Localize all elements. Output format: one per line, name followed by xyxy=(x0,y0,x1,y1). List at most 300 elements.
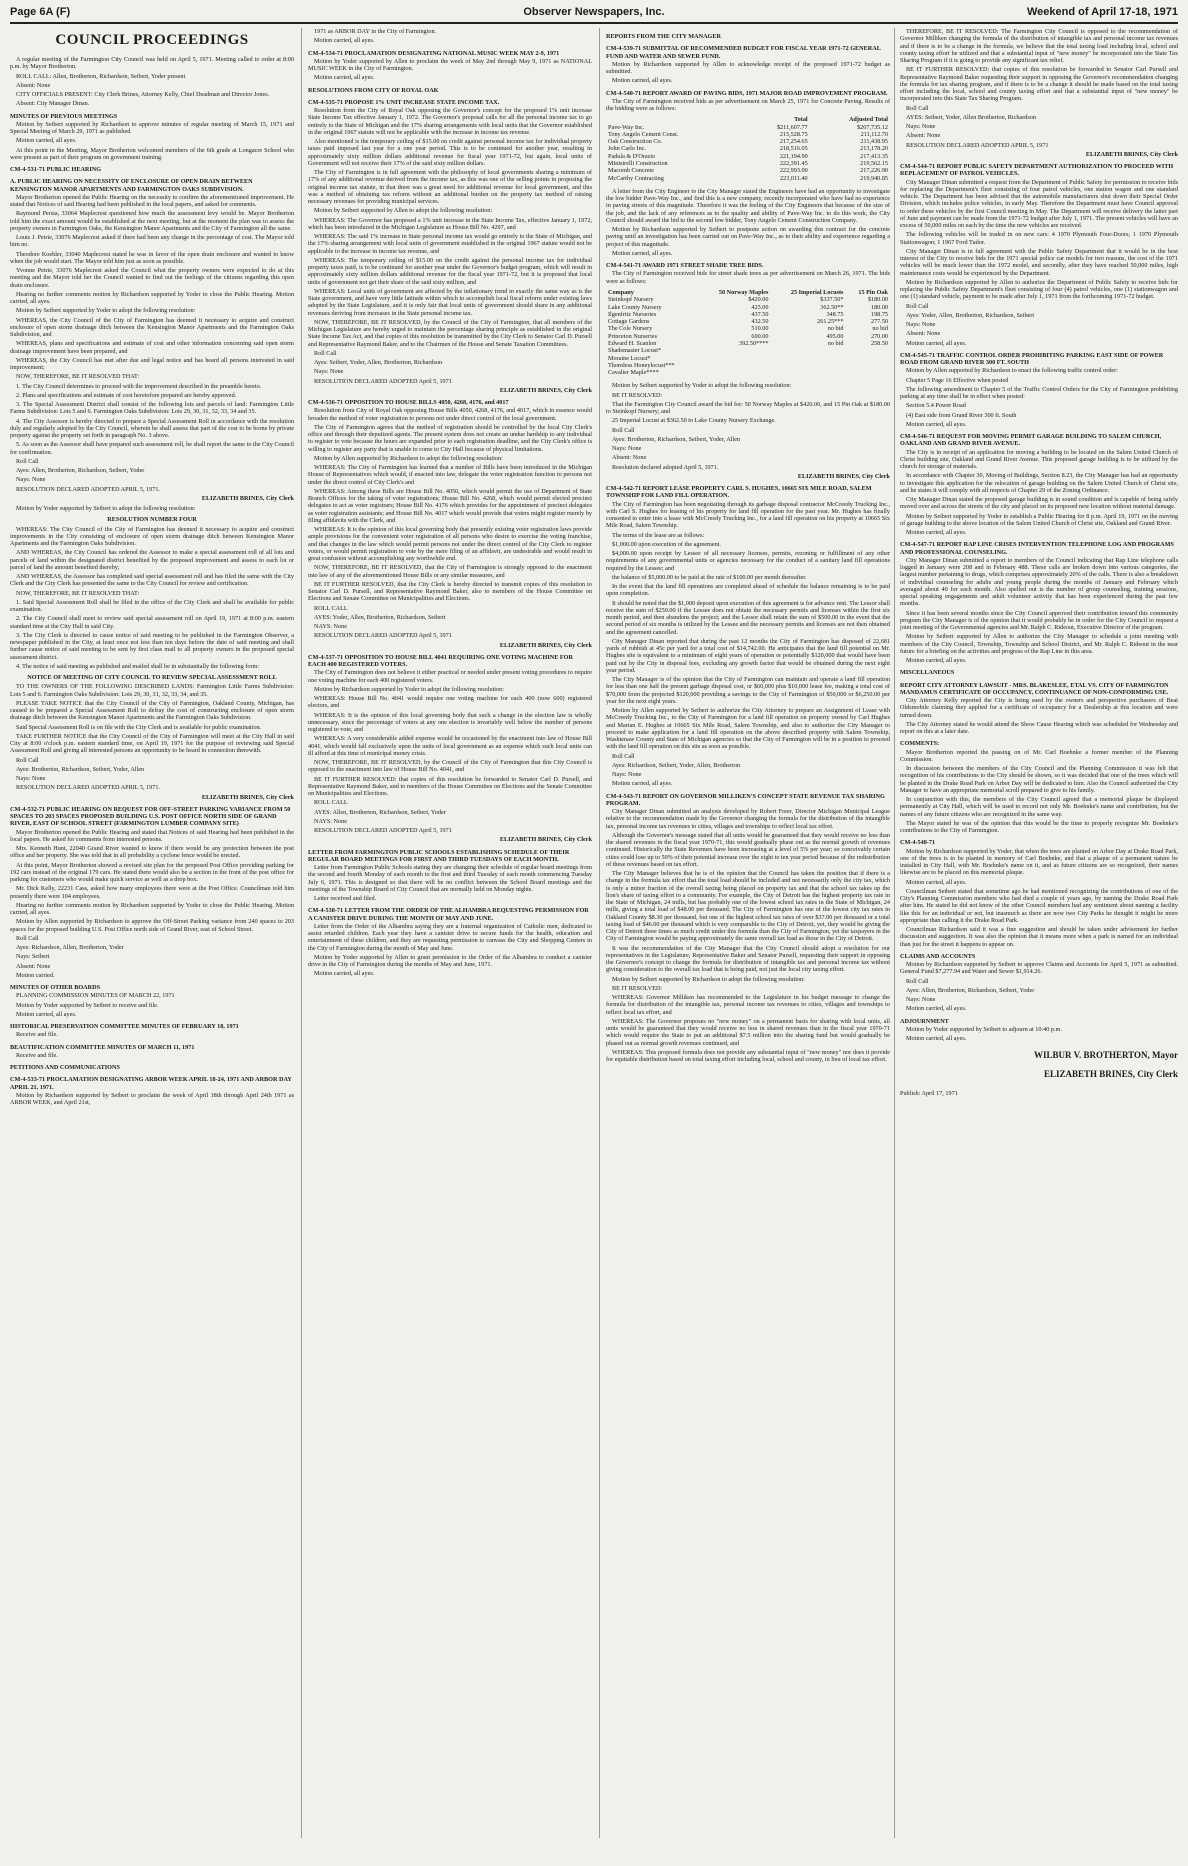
paragraph: Motion by Seibert supported by Yoder to adopt the following resolution: xyxy=(16,307,196,315)
tree-bids-table xyxy=(606,289,890,377)
paragraph: A letter from the City Engineer to the City Manager stated the Engineers have had an opportunity to investigate the low bidder Pave-Way Inc., and find this is a new company, recently incorporated who have had no experience in paving streets of this magnitude. Therefore it was the feeling of the City Engineers that because of the size of the job, and the lack of any references as to the quality and ability of Pave-Way Inc. to do this work, the City Council should award the bid to the second low bidder, Tony Angelo Cement Construction Company. xyxy=(606,187,890,224)
paragraph: NOW, THEREFORE, BE IT RESOLVED, by the Council of the City of Farmington that this City Council is opposed to the enactment into law of House Bill No. 4041, and xyxy=(308,759,592,774)
paragraph-group xyxy=(606,808,890,1063)
table-cell: Oak Construction Co. xyxy=(608,138,663,146)
table-cell: $211,607.77 xyxy=(776,123,808,131)
paragraph: Chapter 5 Page 16 Effective when posted xyxy=(906,376,1009,384)
paragraph: Motion by Yoder supported by Allen to grant permission to the Order of the Alhambra to conduct a canister drive in the City of Farmington during the months of May and June, 1971. xyxy=(308,953,592,968)
paragraph: NOW, THEREFORE, BE IT RESOLVED THAT: xyxy=(16,373,140,381)
paragraph: $4,000.00 upon receipt by Lessee of all necessary licenses, permits, rezoning or fulfillment of any other requirements of any governmental units or agencies necessary for the conduct of a sanitary land fill operations required by the Lessee; and xyxy=(606,550,890,572)
paragraph: The following vehicles will be traded in on new cars: 4 1970 Plymouth Four-Doors; 1 1970 Plymouth Stationwagon; 1 1967 Ford Tudor. xyxy=(900,231,1178,246)
table-row xyxy=(606,318,890,325)
paragraph: Receive and file. xyxy=(16,1031,58,1039)
table-cell: no bid xyxy=(872,325,888,333)
column-rule xyxy=(301,28,302,1838)
paragraph: NOW, THEREFORE, BE IT RESOLVED, by the Council of the City of Farmington, that all members of the Michigan Legislature are hereby urged to maintain the percentage sharing principle as established in the original State Income Tax Act, and that copies of this resolution be transmitted by the City Clerk to Senator Carl D. Pursell and Representative Raymond Baker, and to the Chairmen of the House and Senate Taxation Committees. xyxy=(308,318,592,348)
mayor-signature: WILBUR V. BROTHERTON, Mayor xyxy=(1034,1050,1178,1061)
paragraph: 5. As soon as the Assessor shall have prepared such assessment roll, he shall report the same to the City Council for confirmation. xyxy=(10,441,294,456)
paragraph: It was the recommendation of the City Manager that the City Council should adopt a resolution for our representatives in the Legislature, Representative Baker and Senator Pursell, requesting their support in opposing the Governor's concept to change the formula for distribution of intangible tax and personal income tax without giving consideration to the overall tax load that is being paid, not just the local city taxing effort. xyxy=(606,944,890,974)
paragraph-group xyxy=(10,1052,294,1059)
paragraph: Hearing no further comments motion by Richardson supported by Yoder to close the Public Hearing. Motion carried, all ayes. xyxy=(10,901,294,916)
paragraph: Ayes: Brotherton, Richardson, Seibert, Yoder, Allen xyxy=(16,765,145,773)
paragraph: Motion by Seibert supported by Richardson to adopt the following resolution: xyxy=(612,975,805,983)
paragraph: In conjunction with this, the members of the City Council agreed that a memorial plaque be displayed permanently at City Hall, which will be used to record not only Mr. Boehnke's name and contribution, but the names of any future citizens who are recognized in the same way. xyxy=(900,796,1178,818)
paragraph: In accordance with Chapter 30, Moving of Buildings, Section 8.23, the City Manager has had an opportunity to investigate this application for the relocation of garage building on the Salem United Church of Christ site, and he states it will comply with all respects of Chapter 29 of the Zoning Ordinance. xyxy=(900,472,1178,494)
paragraph: Motion carried, all ayes. xyxy=(314,37,375,45)
clerk-signature: ELIZABETH BRINES, City Clerk xyxy=(499,836,592,844)
section-heading: CM-4-548-71 xyxy=(900,839,936,847)
paragraph: Nays: Seibert xyxy=(16,953,50,961)
table-cell: Tony Angelo Cement Const. xyxy=(608,130,679,138)
table-cell: Pave-Way Inc. xyxy=(608,123,645,131)
paragraph-group xyxy=(606,501,890,788)
table-cell xyxy=(699,347,770,354)
paragraph: Motion by Seibert supported by Allen to authorize the City Manager to schedule a joint meeting with members of the City Council, Township, Township and School District, and Mr. Ralph C. Rideout in the near future for a briefing on the activities and progress of the Rap Line in this area. xyxy=(900,633,1178,655)
paragraph-group xyxy=(308,923,592,978)
paragraph: Roll Call xyxy=(906,977,929,985)
section-heading: CM-4-546-71 REQUEST FOR MOVING PERMIT GARAGE BUILDING TO SALEM CHURCH, OAKLAND AND GRAND RIVER AVENUE. xyxy=(900,433,1162,448)
paragraph: Nays: None xyxy=(612,771,642,779)
paragraph: WHEREAS: Among these Bills are House Bill No. 4050, which would permit the use of Department of State Branch Offices for the taking of voter registrations; House Bill No. 4268, which would permit elected precinct delegates to act as voter registrars; House Bill No. 4176 which provides for the appointment of precinct delegates as voter registration assistants; and House Bill No. 4017 which would provide that voters might register merely by filing affidavits with the Clerk, and xyxy=(308,487,592,524)
paragraph-group xyxy=(900,557,1178,665)
paragraph: WHEREAS: The Governor has proposed a 1% unit increase in the State Income Tax, effective January 1, 1972, which has been introduced in the Michigan Legislature as House Bill No. 4297, and xyxy=(308,216,592,231)
paragraph: The terms of the lease are as follows: xyxy=(612,531,705,539)
paragraph: The City is in receipt of an application for moving a building to be located on the Salem United Church of Christ building site, Oakland and Grand River Avenue. This proposed garage building is to be utilized by the church for storage of materials. xyxy=(900,448,1178,470)
paragraph: City Manager Dinan submitted a request from the Department of Public Safety for permission to receive bids for replacing the Department's fleet consisting of four patrol vehicles, one station wagon and one standard vehicle. The Department has been advised that the automobile manufacturers shut down their Special Order Division, which includes police vehicles, in early May. Therefore the Department must have Council approval to order these vehicles by the first Council meeting in May. The Department will receive delivery the latter part of June and payment can be made from the 1971-72 budget after July 1, 1971. The present vehicles will have an excess of 50,000 miles on each by the time the new vehicles are received. xyxy=(900,178,1178,229)
table-row xyxy=(606,325,890,332)
paragraph: Nays: None xyxy=(906,123,936,130)
paragraph: Motion by Allen supported by Richardson to approve the Off-Street Parking variance from 240 spaces to 203 spaces for the proposed building U.S. Post Office north side of Grand River, east of School Street. xyxy=(10,918,294,933)
page-title: COUNCIL PROCEEDINGS xyxy=(55,32,249,48)
column-header: 25 Imperial Locusts xyxy=(790,288,844,296)
paragraph: Roll Call xyxy=(16,756,39,764)
paragraph: RESOLUTION DECLARED ADOPTED APRIL 5, 1971 xyxy=(906,141,1049,149)
table-cell: 362.50** xyxy=(820,303,844,311)
table-cell: $207,735.12 xyxy=(857,123,888,131)
paragraph: Mayor Brotherton reported the passing on of Mr. Carl Boehnke a former member of the Planning Commission. xyxy=(900,748,1178,763)
paragraph-group xyxy=(10,121,294,161)
table-cell: 348.75 xyxy=(826,310,844,318)
paragraph-group xyxy=(900,749,1178,835)
table-cell: 180.00 xyxy=(870,303,888,311)
table-cell: 223,011.40 xyxy=(780,174,808,182)
paragraph-group xyxy=(900,1026,1178,1043)
paragraph: Resolution from the City of Royal Oak opposing the Governor's concept for the proposed 1% unit increase State Income Tax effective January 1, 1972. The Governor's proposal calls for all the personal income tax to go entirely to the State of Michigan and the 17% sharing arrangements with local units that the Governor established in the original 1967 statute will not be applicable with the increase in income tax revenue. xyxy=(308,107,592,136)
section-heading: CM-4-544-71 REPORT PUBLIC SAFETY DEPARTMENT AUTHORIZATION TO PROCEED WITH REPLACEMENT OF PATROL VEHICLES. xyxy=(900,163,1174,178)
clerk-signature: ELIZABETH BRINES, City Clerk xyxy=(201,494,294,502)
paragraph: WHEREAS: The Governor proposes no "new money" on a permanent basis for sharing with local units, all units would be guaranteed that they would receive no less in shared revenues than in the fiscal year 1970-71 which would require the State to put an additional $7.5 million into the sharing fund but would gradually be phased out as normal growth revenues continued, and xyxy=(606,1017,890,1047)
paragraph: Hearing no further comments motion by Richardson supported by Yoder to close the Public Hearing. Motion carried, all ayes. xyxy=(10,290,294,305)
table-cell: 392.50**** xyxy=(739,340,769,347)
table-cell: 261.25*** xyxy=(817,318,844,326)
paragraph: Yvonne Petrie, 33076 Maplecrest asked the Council what the property owners were expected to do at this meeting and the Mayor told her the Council wanted to find out the feelings of the citizens regarding this open drain enclosure. xyxy=(10,267,294,289)
paragraph: Section 5.4 Power Road xyxy=(906,402,966,410)
paragraph: ROLL CALL xyxy=(314,604,348,612)
table-cell: The Cole Nursery xyxy=(608,325,653,333)
paragraph: Motion by Richardson supported by Seibert to approve Claims and Accounts for April 5, 1971 as submitted. General Fund $7,277.94 and Water and Sewer $1,914.26. xyxy=(900,961,1178,976)
paragraph: Receive and file. xyxy=(16,1051,58,1059)
table-cell: 510.00 xyxy=(751,325,769,333)
paragraph: BE IT FURTHER RESOLVED: that copies of this resolution be forwarded to Senator Carl D. Pursell, and Representative Raymond Baker, and to members of the House Committee on Elections and the Senate Committee on Municipalities and Elections. xyxy=(308,775,592,797)
table-cell: 218,516.05 xyxy=(779,145,808,153)
paragraph: BE IT FURTHER RESOLVED: that copies of this resolution be forwarded to Senator Carl Pursell and Representative Raymond Baker requesting their support in opposing the Governor's recommendation changing the formula for tax sharing program, and if there is to be a change it should be made based on the total taxing effort including the local, school and county taxing effort and that a substantial input of "new money" be incorporated into this State Tax Sharing Program. xyxy=(900,66,1178,103)
table-cell: 217,226.90 xyxy=(860,167,888,175)
paragraph: City Manager Dinan stated the proposed garage building is in sound condition and is capable of being safely moved over and across the streets of the city and placed on its proposed new location without material damage. xyxy=(900,496,1178,511)
table-row xyxy=(606,145,890,152)
paragraph: Absent: None xyxy=(612,454,647,462)
paragraph: RESOLUTION DECLARED ADOPTED APRIL 5, 1971. xyxy=(16,485,160,493)
paragraph: Motion carried, all ayes. xyxy=(612,780,673,788)
paragraph: WHEREAS: The said 1% increase in State personal income tax would go entirely to the State of Michigan, and the 17% sharing arrangement with local units of government established in the original 1967 statute would not be applicable to the increase in income tax revenue, and xyxy=(308,233,592,255)
paragraph: Letter from the Order of the Alhambra saying they are a fraternal organization of Catholic men, dedicated to assist retarded children. Each year they have a canister drive to secure funds for the health, education and entertainment of these children, and they are requesting permission to canvass the City and Shopping Centers in the City of Farmington during the month of May and June. xyxy=(308,922,592,952)
table-cell: Shademaster Locust* xyxy=(608,347,662,355)
publication-name: Observer Newspapers, Inc. xyxy=(523,6,665,18)
table-row xyxy=(606,304,890,311)
paragraph: AND WHEREAS, the City Council has ordered the Assessor to make a special assessment roll of all lots and parcels of land within the designated district benefited by the proposed improvement and assess to each lot or parcel of land the amount benefited thereby; xyxy=(10,549,294,571)
paragraph: Roll Call xyxy=(16,934,39,942)
section-heading: REPORTS FROM THE CITY MANAGER xyxy=(606,33,721,40)
table-row xyxy=(606,138,890,145)
table-cell: 600.00 xyxy=(751,332,769,340)
table-cell: 277.50 xyxy=(870,318,888,326)
table-cell xyxy=(770,347,845,354)
section-heading: NOTICE OF MEETING OF CITY COUNCIL TO REVIEW SPECIAL ASSESSMENT ROLL xyxy=(27,674,277,681)
column-header: Total xyxy=(794,116,808,124)
section-heading: RESOLUTIONS FROM CITY OF ROYAL OAK xyxy=(308,86,439,94)
paragraph: Roll Call xyxy=(906,104,929,112)
paragraph: Motion carried, all ayes. xyxy=(906,529,967,536)
paragraph: Motion carried, all ayes. xyxy=(906,878,967,886)
table-cell xyxy=(770,369,845,376)
paragraph-group xyxy=(900,28,1178,149)
paragraph: AYES: Seibert, Yoder, Allen Brotherton, Richardson xyxy=(906,113,1036,121)
table-cell xyxy=(699,355,770,362)
paragraph: AYES: Yoder, Allen, Brotherton, Richardson, Seibert xyxy=(314,613,446,621)
column-header: Company xyxy=(608,288,634,296)
table-cell xyxy=(845,369,890,376)
section-heading: CM-4-536-71 OPPOSITION TO HOUSE BILLS 4050, 4268, 4176, and 4017 xyxy=(308,399,509,406)
paragraph: WHEREAS: It is the opinion of this local governing body that such a change in the election law is wholly unnecessary, since the percentage of voters at any one election is invariably well below the number of persons registered to vote, and xyxy=(308,711,592,733)
paragraph: Since it has been several months since the City Council approved their contribution toward this community program the City Manager is of the opinion that it would probably be in order for the City Council to request a joint meeting of the Governmental agencies and Mr. Ralph C. Rideout, Executive Director of the program. xyxy=(900,609,1178,631)
table-cell: 213,178.20 xyxy=(860,145,888,153)
paragraph: Resolution from City of Royal Oak opposing House Bills 4050, 4268, 4176, and 4017, which in essence would broaden the method of voter registration to persons not under direct control of the local government. xyxy=(308,407,592,422)
table-cell: no bid xyxy=(827,325,844,333)
paragraph: Ayes: Richardson, Seibert, Yoder, Allen, Brotherton xyxy=(612,761,741,769)
clerk-signature: ELIZABETH BRINES, City Clerk xyxy=(201,793,294,801)
paragraph: Raymond Persia, 33064 Maplecrest questioned how much the assessment levy would be. Mayor Brotherton told him the exact amount would be established at the next meeting, but at the moment the plan was to assess the property owners in Farmington Oaks, the Kensington Manor Apartments and the City of Farmington all the same. xyxy=(10,210,294,232)
paragraph: Motion by Yoder supported by Seibert to receive and file. xyxy=(16,1001,159,1009)
paragraph-group xyxy=(308,669,592,834)
paragraph-group xyxy=(606,188,890,257)
paragraph: Ayes: Allen, Brotherton, Richardson, Seibert, Yoder xyxy=(16,467,145,474)
paragraph: Theodore Koehler, 33040 Maplecrest stated he was in favor of the open drain enclosure and wanted to know when the job would start. The Mayor told him just as soon as possible. xyxy=(10,250,294,265)
paragraph-group xyxy=(900,697,1178,735)
table-cell: 219,562.15 xyxy=(860,160,888,168)
paragraph: 3. The Special Assessment District shall consist of the following lots and parcels of land: Farmington Little Farms Subdivision: Lots 5 and 6. Farmington Oaks Subdivision: Lots 29, 30, 31, 32, 33, 34 and 35. xyxy=(10,401,294,416)
table-row xyxy=(606,369,890,376)
paragraph-group xyxy=(900,961,1178,1013)
table-row xyxy=(606,340,890,347)
paragraph: BE IT RESOLVED: xyxy=(612,984,663,992)
paragraph: WHEREAS: The City of Farmington has learned that a number of Bills have been introduced in the Michigan House of Representatives which would, if enacted into law, delegate the voter registration function to persons not under the direct control of City Clerk's and xyxy=(308,464,592,486)
paragraph: Motion by Yoder supported by Seibert to adopt the following resolution: xyxy=(16,505,196,512)
clerk-signature: ELIZABETH BRINES, City Clerk xyxy=(499,641,592,649)
paragraph: Roll Call xyxy=(906,302,929,310)
paragraph: WHEREAS: Local units of government are affected by the inflationary trend in exactly the same way as is the State government, and have very little latitude within which to accomplish local fiscal reform under existing laws adopted by the State Legislature, and it is only fair that local units of government should share in any additional revenues deriving from increases in the State personal income tax. xyxy=(308,287,592,317)
paragraph: Motion by Allen supported by Seibert to authorize the City Attorney to prepare an Assignment of Lease with McCreedy Trucking Inc., to the City of Farmington for a land fill operation on property owned by Carl Hughes and Marian E. Hughes at 10665 Six Mile Road, Salem Township, and also to authorize the City Manager to proceed to make application for a land fill operation on the above described property with Salem Township, Washtenaw County and State of Michigan agencies so that the City of Farmington will be in a position to proceed with the land fill operation on this site as soon as possible. xyxy=(606,707,890,751)
section-heading: A. PUBLIC HEARING ON NECESSITY OF ENCLOSURE OF OPEN DRAIN BETWEEN KENSINGTON MANOR APARTMENTS AND FARMINGTON OAKS SUBDIVISION. xyxy=(10,178,253,193)
paragraph-group xyxy=(10,505,294,512)
paragraph: The Mayor stated he was of the opinion that this would be the time to properly recognize Mr. Boehnke's contributions to the City of Farmington. xyxy=(900,819,1178,834)
paragraph: Councilman Seibert stated that sometime ago he had mentioned recognizing the contributions of one of the City's Planning Commission members who had died a couple of years ago, by naming the Drake Road Park after him. He stated he did not know of the other Council members had any sentiment about naming a facility like this for an individual or not, but inasmuch as there are now two City Parks he thought it might be more appropriate than calling it the Drake Road Park. xyxy=(900,887,1178,924)
paragraph: In the event that the land fill operations are completed ahead of schedule the balance remaining is to be paid upon completion. xyxy=(606,583,890,598)
section-heading: CM-4-538-71 LETTER FROM THE ORDER OF THE ALHAMBRA REQUESTING PERMISSION FOR A CANISTER DRIVE DURING THE MONTH OF MAY AND JUNE. xyxy=(308,907,589,922)
section-heading: LETTER FROM FARMINGTON PUBLIC SCHOOLS ESTABLISHING SCHEDULE OF THEIR REGULAR BOARD MEETINGS FOR FIRST AND THIRD TUESDAYS OF EACH MONTH. xyxy=(308,848,570,863)
paragraph: Motion carried, all ayes. xyxy=(16,1010,77,1018)
paragraph-group xyxy=(10,683,294,791)
paragraph-group xyxy=(308,28,592,45)
table-cell: Padula & D'Orazio xyxy=(608,152,656,160)
paragraph: Motion by Richardson supported by Yoder to adopt the following resolution: xyxy=(314,685,504,693)
table-cell: Ilgenfritz Nurseries xyxy=(608,310,657,318)
paragraph: Nays: None xyxy=(314,368,344,376)
paragraph: NOW, THEREFORE, BE IT RESOLVED, that the City of Farmington is strongly opposed to the enactment into law of any of the aforementioned House Bills or any similar measures, and xyxy=(308,564,592,579)
table-cell: $420.00 xyxy=(748,296,769,304)
section-heading: MISCELLANEOUS xyxy=(900,669,955,677)
paragraph: THEREFORE, BE IT RESOLVED: The Farmington City Council is opposed to the recommendation of Governor Milliken changing the formula of the distribution of intangible tax and personal income tax revenues and if there is to be a change in the formula, we believe that the total taxing load including local, school and county taxing effort be utilized and that a substantial input of "new money" be incorporated into the State Tax Sharing Program if it is going to provide any significant tax relief. xyxy=(900,28,1178,64)
paragraph: It should be noted that the $1,000 deposit upon execution of this agreement is for advance rent. The Lessor shall receive the sum of $250.00 if the Lessee does not obtain the necessary permits and licenses within the first six month period, and then abandons the project; and the Lessor shall retain the sum of $500.00 in the event that the second period of six months is utilized by the Lessee and the necessary permits and licenses are not then obtained and the agreement cancelled. xyxy=(606,599,890,636)
table-cell: Cottage Gardens xyxy=(608,318,650,326)
paragraph: Ayes: Yoder, Allen, Brotherton, Richardson, Seibert xyxy=(906,311,1035,319)
paragraph: Motion by Allen supported by Richardson to enact the following traffic control order: xyxy=(906,367,1118,375)
table-cell xyxy=(699,369,770,376)
clerk-signature: ELIZABETH BRINES, City Clerk xyxy=(1085,150,1178,158)
paragraph: NAYS: None xyxy=(314,817,347,825)
section-heading: BEAUTIFICATION COMMITTEE MINUTES OF MARCH 11, 1971 xyxy=(10,1043,195,1051)
paragraph: The City Attorney stated he would attend the Show Cause Hearing which was scheduled for Wednesday and report on this at a later date. xyxy=(900,720,1178,735)
paragraph: Roll Call xyxy=(16,457,39,465)
paragraph: NAYS: None xyxy=(314,623,347,630)
paragraph: Letter received and filed. xyxy=(314,895,377,902)
paragraph: TO THE OWNERS OF THE FOLLOWING DESCRIBED LANDS: Farmington Little Farms Subdivision: Lots 5 and 6. Farmington Oaks Subdivision: Lots 29, 30, 31, 32, 33, 34, and 35. xyxy=(10,683,294,698)
paragraph: Absent: None xyxy=(16,962,51,970)
paragraph: WHEREAS: The temporary ceiling of $15.00 on the credit against the personal income tax for individual property taxes paid, is to be continued for another year under the Governor's budget program, which will result in approximately sixty million dollars additional revenue for the fiscal year 1971-72, but it is proposed that local units of government not get their share of the said sixty million, and xyxy=(308,256,592,286)
paragraph: Roll Call xyxy=(612,752,635,760)
paragraph: RESOLUTION DECLARED ADOPTED APRIL 5, 1971. xyxy=(16,784,160,792)
table-cell: 219,940.85 xyxy=(860,174,888,182)
section-heading: CM-4-535-71 PROPOSE 1% UNIT INCREASE STATE INCOME TAX. xyxy=(308,98,500,106)
paragraph: Nays: None xyxy=(612,445,642,453)
paragraph: The City Manager believes that he is of the opinion that the Council has taken the position that if there is a change in the formula tax effort that the total load should be included and not necessarily only the city tax, which is only a minor fraction of the overall taxing being placed on property tax and that the school tax takes up the lion's share of taxing effort to a community. For example, the City of Detroit has the highest property tax rate in the State of Michigan, 24 mills, but has probably one of the lowest school tax rates in the State of Michigan, 24 mills, giving a total load of $48.00 per thousand. The City of Farmington has one of the lowest city tax rates in Oakland County $8.30 per thousand, but one of the highest school tax rates of over $37.00 per thousand or a total taxing load of $46.00 per thousand which is very comparable to the City of Detroit, yet, they would be giving the City of Detroit three times as much credit under this formula than the City of Farmington, yet the taxpayers in the City of Farmington would be paying approximately the same overall tax load as those in the City of Detroit. xyxy=(606,870,890,943)
table-cell: John Carlo Inc. xyxy=(608,145,646,153)
paragraph: Nays: None xyxy=(16,476,46,484)
paragraph: Motion carried, all ayes. xyxy=(612,77,673,85)
table-header-row xyxy=(606,289,890,296)
paragraph-group xyxy=(606,270,890,285)
paragraph: Motion carried, all ayes. xyxy=(16,137,77,145)
table-cell xyxy=(845,347,890,354)
table-cell: no bid xyxy=(827,340,844,347)
paragraph: Louis J. Petrie, 33076 Maplecrest asked if there had been any change in the percentage of cost. The Mayor told him no. xyxy=(10,234,294,249)
column-header xyxy=(606,116,745,123)
paragraph: WHEREAS, the City Council of the City of Farmington has deemed it necessary to acquire and construct enclosure of open storm drainage ditch between the Kensington Manor Apartments and the Farmington Oaks Subdivision, and xyxy=(10,316,294,338)
paragraph: BE IT FURTHER RESOLVED, that the City Clerk is hereby directed to transmit copies of this resolution to Senator Carl D. Pursell, and Representative Raymond Baker, also to members of the House Committee on Elections and Senate Committee on Municipalities and Elections. xyxy=(308,580,592,603)
paragraph: City Attorney Kelly reported the City is being sued by the owners and perspective purchasers of Beat Oldsmobile claiming they applied for a certificate of occupancy for a Dealership at this location and were turned down. xyxy=(900,697,1178,719)
table-row xyxy=(606,347,890,354)
paragraph-group xyxy=(10,1031,294,1038)
paragraph: RESOLUTION DECLARED ADOPTED April 5, 1971 xyxy=(314,632,452,640)
table-row xyxy=(606,160,890,167)
paragraph: Motion carried, all ayes. xyxy=(906,1035,967,1042)
paragraph: Said Special Assessment Roll is on file with the City Clerk and is available for public examination. xyxy=(16,723,262,731)
paragraph: In discussion between the members of the City Council and the Planning Commission it was felt that recognition of his contributions to the City should be shown, so it was decided that one of the trees which will be planted in the Drake Road Park on Arbor Day will be dedicated to him. Also the Council authorized the City Manager to have an appropriate memorial scroll prepared to give to his family. xyxy=(900,765,1178,794)
table-cell: $180.00 xyxy=(867,296,888,304)
paragraph: Councilman Richardson said it was a fine suggestion and should be taken under advisement for further discussion and suggestion. It was also the opinion that it means more when a park is named for an individual than just for the street it happens to appear on. xyxy=(900,926,1178,948)
paragraph: Motion carried, all ayes. xyxy=(314,970,375,978)
paragraph: Mayor Brotherton opened the Public Hearing and stated that Notices of said Hearing had been published in the local papers. He asked for comments from interested persons. xyxy=(10,828,294,843)
column-4 xyxy=(900,28,1178,1838)
paragraph: WHEREAS: The City Council of the City of Farmington has deemed it necessary to acquire and construct improvements in the City consisting of enclosure of open storm drainage ditch between Kensington Manor Apartments and the Farmington Oaks Subdivision. xyxy=(10,525,294,547)
paragraph: The City of Farmington received bids for street shade trees as per advertisement on March 26, 1971. The bids were as follows: xyxy=(606,270,890,285)
paragraph: The City of Farmington is in full agreement with the philosophy of local governments sharing a minimum of 17% of any additional revenue derived from the income tax, as this was one of the selling points in proposing the original income tax statute, in that there was a great need for additional revenue for local government, and this was a method of obtaining tax reform without an additional burden on the property tax method of raising necessary revenues for providing municipal services. xyxy=(308,169,592,205)
table-cell: 217,413.35 xyxy=(860,152,888,160)
paragraph: ROLL CALL xyxy=(314,799,348,807)
paragraph: Motion by Seibert supported by Richardson to approve minutes of regular meeting of March 15, 1971 and Special Meeting of March 29, 1971 as published. xyxy=(10,120,294,135)
paragraph: Motion carried, all ayes. xyxy=(906,1005,967,1013)
column-header: 15 Pin Oak xyxy=(858,288,888,296)
table-row xyxy=(606,296,890,303)
table-cell: Ministrelli Construction xyxy=(608,160,668,168)
section-heading: CM-4-541-71 AWARD 1971 STREET SHADE TREE BIDS. xyxy=(606,262,764,270)
paragraph: Nays: None xyxy=(906,996,936,1003)
table-cell: Steinkopf Nursery xyxy=(608,296,654,304)
section-heading: PETITIONS AND COMMUNICATIONS xyxy=(10,1064,120,1071)
section-heading: REPORT CITY ATTORNEY LAWSUIT - MRS. BLAKESLEE, ETAL VS. CITY OF FARMINGTON MANDAMUS CERTIFICATE OF OCCUPANCY, CONTINUANCE OF NON-CONFORMING USE. xyxy=(900,681,1169,696)
paragraph-group xyxy=(606,61,890,85)
paragraph: The City of Farmington agrees that the method of registration should be controlled by the local City Clerk's office and through their deputized agents. The present system does not create an undue hardship to any individual to register to vote because the hours are expanded prior to each registration deadline, and the City Clerk's office is willing to register any party that is unable to come to City Hall because of physical limitations. xyxy=(308,423,592,453)
paragraph: Absent: None xyxy=(906,330,941,338)
paragraph: City Manager Dinan submitted a report to members of the Council indicating that Rap Line telephone calls logged in January were 208 and in February 488. These calls are broken down into various categories, the largest number pertaining to drugs, which comprises approximately 20% of the calls. There is also a breakdown of individual counseling for adults and young people during the months of January and February which averaged about 40 for each month. Also spelled out is the number of group counseling, training sessions, special speaking engagements and adult volunteer activity that has been experienced during the past few months. xyxy=(900,556,1178,608)
table-cell: Macomb Concrete xyxy=(608,167,654,175)
paragraph: Also mentioned is the temporary ceiling of $15.00 on credit against personal income tax for individual property taxes paid imposed last year for a one year period. This is to be continued for another year, resulting in approximately sixty million dollars additional revenue for fiscal year 1971-72, but again, local units of Government will not receive their 17% of the said sixty million dollars. xyxy=(308,138,592,167)
paragraph: BE IT RESOLVED: xyxy=(612,391,663,399)
paragraph-group xyxy=(900,449,1178,537)
paragraph: AYES: Allen, Brotherton, Richardson, Seibert, Yoder xyxy=(314,808,446,816)
paragraph: Although the Governor's message stated that all units would be guaranteed that they would receive no less than the shared revenues in the fiscal year 1970-71, this would gradually phase out as the normal growth of revenues continued. Historically the State Revenues have been increasing at a level of 5% per year; so conceivably certain cities could lose up to 50% of their potential increase over the eight to ten year period because of the redistribution of these revenues based on tax effort. xyxy=(606,831,890,868)
table-row xyxy=(606,167,890,174)
paragraph: Absent: None xyxy=(16,81,51,89)
paragraph: WHEREAS, plans and specifications and estimate of cost and other information concerning said open storm drainage improvement have been prepared, and xyxy=(10,340,294,355)
paragraph: Motion by Yoder supported by Seibert to adjourn at 10:40 p.m. xyxy=(906,1025,1062,1033)
paragraph: Motion carried, all ayes. xyxy=(314,74,375,82)
section-heading: MINUTES OF OTHER BOARDS xyxy=(10,984,101,991)
paragraph: ROLL CALL: Allen, Brotherton, Richardson, Seibert, Yoder present xyxy=(16,72,186,80)
paragraph: 3. The City Clerk is directed to cause notice of said meeting to be published in the Farmington Observer, a newspaper published in the City, at least once not less than ten days before the date of said meeting and shall further cause notice of said meeting to be sent by first class mail to all property owners in the proposed special assessment district. xyxy=(10,631,294,661)
paragraph-group xyxy=(308,864,592,902)
paragraph: 4. The City Assessor is hereby directed to prepare a Special Assessment Roll in accordance with the resolution duly and regularly adopted by the City Council, wherein he shall assess that part of the cost to be borne by private property against the property set forth in paragraph No. 3 above. xyxy=(10,417,294,439)
paragraph-group xyxy=(10,829,294,980)
paragraph-group xyxy=(606,382,890,471)
paragraph: 1971 as ARBOR DAY in the City of Farmington. xyxy=(314,28,437,35)
section-heading: HISTORICAL PRESERVATION COMMITTEE MINUTES OF FEBRUARY 18, 1971 xyxy=(10,1023,239,1030)
table-row xyxy=(606,124,890,131)
paragraph: Motion by Richardson supported by Allen to acknowledge receipt of the proposed 1971-72 budget as submitted. xyxy=(606,60,890,75)
paragraph: City Manager Dinan submitted an analysis developed by Robert Freer, Director Michigan Municipal League relative to the recommendation made by the Governor changing the formula for the distribution of the intangible tax, personal income tax revenues to cities, villages and townships to reflect local tax effort. xyxy=(606,808,890,830)
section-heading: CM-4-543-71 REPORT ON GOVERNOR MILLIKEN'S CONCEPT STATE REVENUE TAX SHARING PROGRAM. xyxy=(606,792,885,807)
table-cell: 222,391.45 xyxy=(779,160,808,168)
paragraph: 4. The notice of said meeting as published and mailed shall be in substantially the following form: xyxy=(16,662,260,670)
column-header: 50 Norway Maples xyxy=(718,288,769,296)
publish-date: Publish: April 17, 1971 xyxy=(900,1090,958,1098)
table-cell: 432.50 xyxy=(751,318,769,326)
section-heading: ADJOURNMENT xyxy=(900,1017,949,1025)
paragraph: WHEREAS: This proposed formula does not provide any substantial input of "new money" nor does it provide for equitable distribution based on total taxing effort including local, school and county, in lieu of local tax effort. xyxy=(606,1048,890,1064)
paragraph: PLANNING COMMISSION MINUTES OF MARCH 22, 1971 xyxy=(16,992,175,1000)
paragraph: TAKE FURTHER NOTICE that the City Council of the City of Farmington will meet at the City Hall in said City at 8:00 o'clock p.m. eastern standard time, on April 19, 1971 for the purpose of reviewing said Special Assessment Roll and giving all interested persons an opportunity to be heard in connection therewith. xyxy=(10,732,294,755)
section-heading: CM-4-531-71 PUBLIC HEARING xyxy=(10,166,102,173)
paragraph: Letter from Farmington Public Schools stating they are changing their schedule of regular board meetings from the second and fourth Monday of each month to the first and third Tuesday of each month commencing Tuesday July 6, 1971. This is designed so that there will be no conflict between the School Board meetings and the meetings of the Township Board of City Council that are normally held on Monday nights. xyxy=(308,864,592,893)
paragraph-group xyxy=(10,992,294,1018)
paragraph-group xyxy=(10,194,294,493)
section-heading: MINUTES OF PREVIOUS MEETINGS xyxy=(10,112,118,120)
table-cell: 222,993.00 xyxy=(779,167,808,175)
section-heading: COMMENTS: xyxy=(900,740,940,748)
paragraph: Motion carried, all ayes. xyxy=(906,339,967,347)
paragraph: Motion by Richardson supported by Allen to authorize the Department of Public Safety to receive bids for replacing the Public Safety Department's fleet consisting of four (4) patrol vehicles, one (1) stationwagon and one (1) standard vehicle, payment to be made after July 1, 1971 from the forthcoming 1971-72 budget. xyxy=(900,278,1178,301)
paragraph: 1. Said Special Assessment Roll shall be filed in the office of the City Clerk and shall be available for public examination. xyxy=(10,598,294,613)
paragraph: Motion carried, all ayes. xyxy=(906,420,967,428)
section-heading: CM-4-532-71 PUBLIC HEARING ON REQUEST FOR OFF-STREET PARKING VARIANCE FROM 50 SPACES TO 203 SPACES PROPOSED BUILDING U.S. POST OFFICE NORTH SIDE OF GRAND RIVER, EAST OF SCHOOL STREET (FARMINGTON LUMBER COMPANY SITE) xyxy=(10,805,291,828)
paragraph: Resolution declared adopted April 5, 1971. xyxy=(612,463,719,471)
paragraph: The City of Farmington does not believe it either practical or needed under present voting procedures to require one voting machine for each 400 registered voters. xyxy=(308,669,592,684)
table-row xyxy=(606,175,890,182)
paragraph: The following amendment to Chapter 5 of the Traffic Control Orders for the City of Farmington prohibiting parking at any time shall be in effect when posted: xyxy=(900,385,1178,400)
table-row xyxy=(606,311,890,318)
paragraph: The City of Farmington has been negotiating through its garbage disposal contractor McCreedy Trucking Inc., with Carl S. Hughes for leasing of his property for land fill operation for the past year. Mr. Hughes has finally consented to enter into a lease with McCreedy Trucking Inc., for a land fill operation on his property at 10665 Six Mile Road, Salem Township. xyxy=(606,500,890,530)
clerk-signature: ELIZABETH BRINES, City Clerk xyxy=(1043,1069,1178,1080)
section-heading: RESOLUTION NUMBER FOUR xyxy=(107,516,197,524)
paragraph: Ayes: Seibert, Yoder, Allen, Brotherton, Richardson xyxy=(314,359,443,366)
paragraph-group xyxy=(10,56,294,108)
paragraph: Roll Call xyxy=(612,426,635,434)
table-row xyxy=(606,333,890,340)
table-cell xyxy=(845,355,890,362)
paragraph: $1,000.00 upon execution of the agreement. xyxy=(612,540,721,548)
paragraph: City Manager Dinan is in full agreement with the Public Safety Department that it would be in the best interest of the City to receive bids for the 1971 special police car models for two reasons, the cost of the 1971 vehicles will be much lower than the 1972 model, and secondly, after they have reached 50,000 miles, high maintenance costs would be experienced by the Department. xyxy=(900,247,1178,277)
paragraph: The City of Farmington received bids as per advertisement on March 25, 1971 for Concrete Paving. Results of the bidding were as follows: xyxy=(606,97,890,112)
table-cell xyxy=(770,355,845,362)
paragraph: WHEREAS: House Bill No. 4041 would require one voting machine for each 400 (now 600) registered electors, and xyxy=(308,695,592,710)
paragraph: Ayes: Richardson, Allen, Brotherton, Yoder xyxy=(16,944,124,951)
paragraph: the balance of $5,000.00 to be paid at the rate of $100.00 per month thereafter. xyxy=(612,573,807,581)
paragraph: Nays: None xyxy=(906,321,936,328)
paragraph-group xyxy=(308,58,592,82)
section-heading: CM-4-545-71 TRAFFIC CONTROL ORDER PROHIBITING PARKING EAST SIDE OF POWER ROAD FROM GRAND RIVER 300 FT. SOUTH xyxy=(900,351,1164,366)
page-number: Page 6A (F) xyxy=(10,6,71,18)
paragraph: Mr. Dick Kelly, 22231 Cass, asked how many employees there were at the Post Office. Councilman told him presently there were 104 employees. xyxy=(10,885,294,900)
table-cell: Moraine Locust* xyxy=(608,354,651,362)
table-cell: 211,438.95 xyxy=(860,138,888,146)
paragraph: PLEASE TAKE NOTICE that the City Council of the City of Farmington, Oakland County, Michigan, has caused to be prepared a Special Assessment Roll to defray the cost of constructing enclosure of open storm drainage ditch between the Kensington Manor Apartments and the Farmington Oaks Subdivision. xyxy=(10,699,294,722)
column-1 xyxy=(10,28,294,1838)
table-cell: 215,528.75 xyxy=(779,130,808,138)
paragraph: Motion by Richardson supported by Seibert to proclaim the week of April 18th through April 24th 1971 as ARBOR WEEK, and April 21st, xyxy=(10,1091,294,1106)
table-cell xyxy=(770,362,845,369)
paragraph: WHEREAS: Governor Milliken has recommended to the Legislature in his budget message to change the formula for distribution of the intangible tax, personal income tax revenues to cities, villages and townships to reflect local tax effort, and xyxy=(606,994,890,1016)
table-row xyxy=(606,362,890,369)
paragraph-group xyxy=(606,98,890,113)
paragraph: 2. Plans and specifications and estimate of cost heretofore prepared are hereby approved. xyxy=(16,391,237,399)
